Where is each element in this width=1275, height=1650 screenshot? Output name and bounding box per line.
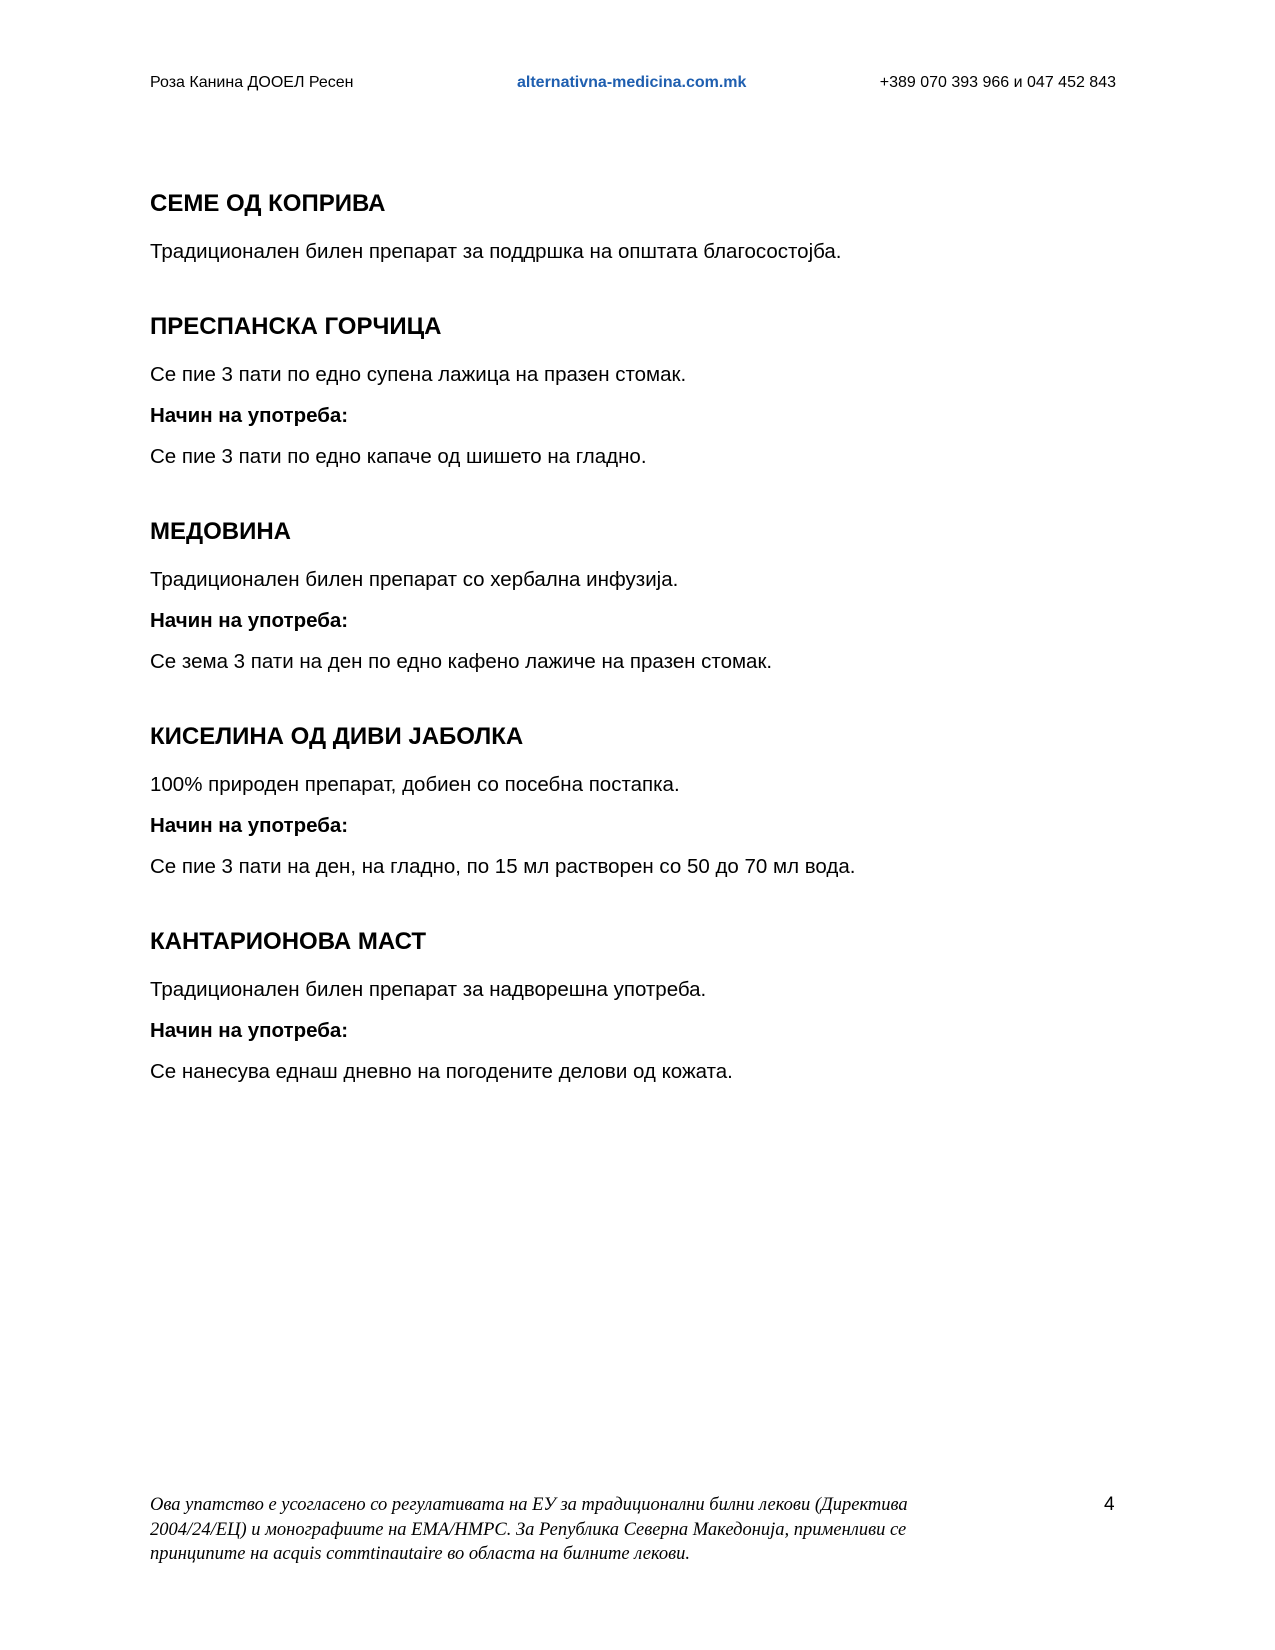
- website-link[interactable]: alternativna-medicina.com.mk: [517, 74, 747, 91]
- product-description: 100% природен препарат, добиен со посебна постапка.: [150, 773, 680, 796]
- product-title: СЕМЕ ОД КОПРИВА: [150, 190, 386, 217]
- product-list: [150, 186, 1116, 1129]
- product-title: КИСЕЛИНА ОД ДИВИ ЈАБОЛКА: [150, 723, 524, 750]
- usage-label: Начин на употреба:: [150, 609, 349, 632]
- footer-line: 2004/24/ЕЦ) и монографиите на ЕМА/HMPC. За Република Северна Македонија, применливи се: [150, 1519, 907, 1540]
- product-description: Се пие 3 пати по едно супена лажица на празен стомак.: [150, 363, 687, 386]
- company-name: Роза Канина ДООЕЛ Ресен: [150, 74, 354, 91]
- usage-label: Начин на употреба:: [150, 814, 349, 837]
- usage-text: Се зема 3 пати на ден по едно кафено лажиче на празен стомак.: [150, 650, 773, 673]
- product-section: [150, 514, 1116, 682]
- product-title: МЕДОВИНА: [150, 518, 292, 545]
- product-title: ПРЕСПАНСКА ГОРЧИЦА: [150, 313, 442, 340]
- product-description: Традиционален билен препарат со хербална инфузија.: [150, 568, 679, 591]
- usage-text: Се пие 3 пати по едно капаче од шишето на гладно.: [150, 445, 647, 468]
- usage-text: Се нанесува еднаш дневно на погодените делови од кожата.: [150, 1060, 733, 1083]
- product-section: [150, 309, 1116, 477]
- product-description: Традиционален билен препарат за надворешна употреба.: [150, 978, 707, 1001]
- page-number: 4: [1104, 1494, 1115, 1515]
- footer-line: Ова упатство е усогласено со регулативата на ЕУ за традиционални билни лекови (Директива: [150, 1495, 908, 1515]
- product-section: [150, 186, 1116, 272]
- product-description: Традиционален билен препарат за поддршка на општата благосостојба.: [150, 240, 842, 263]
- product-section: [150, 719, 1116, 887]
- usage-label: Начин на употреба:: [150, 404, 349, 427]
- product-title: КАНТАРИОНОВА МАСТ: [150, 928, 426, 955]
- usage-text: Се пие 3 пати на ден, на гладно, по 15 мл растворен со 50 до 70 мл вода.: [150, 855, 856, 878]
- page-header: [150, 74, 1116, 98]
- phone-numbers: +389 070 393 966 и 047 452 843: [879, 74, 1116, 91]
- footer-note: [150, 1493, 1050, 1567]
- usage-label: Начин на употреба:: [150, 1019, 349, 1042]
- product-section: [150, 924, 1116, 1092]
- footer-line: принципите на acquis commtinautaire во областа на билните лекови.: [150, 1544, 691, 1564]
